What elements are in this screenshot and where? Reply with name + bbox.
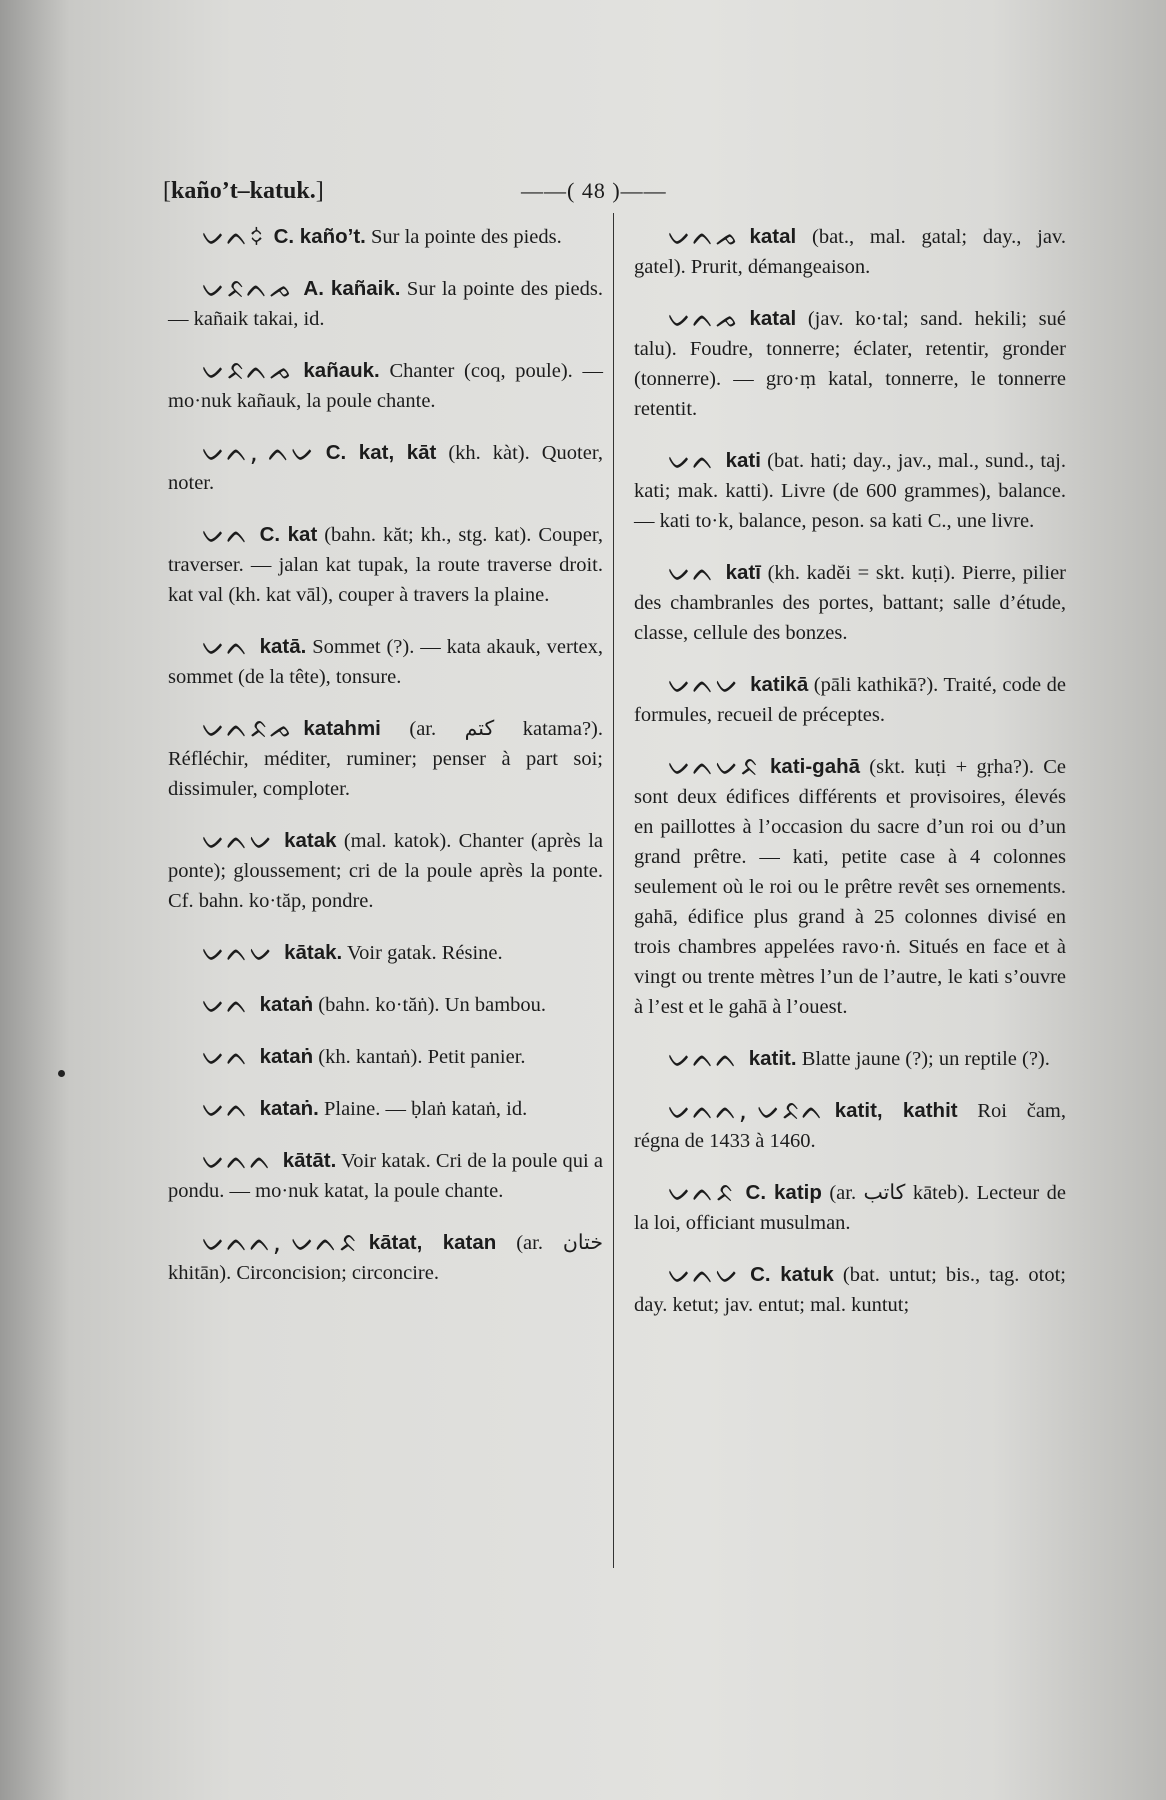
entry-headword: katā.	[259, 635, 307, 658]
entry-headword: kātāt.	[282, 1149, 337, 1172]
cham-script-headword: ᨆᨈ	[202, 990, 250, 1020]
page-header	[163, 178, 1083, 218]
cham-script-headword: ᨆᨈ	[202, 520, 250, 550]
entry-headword: katak	[284, 829, 337, 852]
entry-headword: A. kañaik.	[303, 277, 401, 300]
entry-headword: kātak.	[284, 941, 343, 964]
entry-definition: (bahn. kăt; kh., stg. kat). Couper, traverser. — jalan kat tupak, la route traverse droit. kat val (kh. kat vāl), couper à travers la plaine.	[168, 524, 603, 606]
cham-script-headword: ᨆᨈᨈ	[202, 1146, 273, 1176]
entry-definition: (ar. كتم katama?). Réfléchir, méditer, ruminer; penser à part soi; dissimuler, comploter.	[168, 718, 603, 800]
cham-script-headword: ᨆᨈᨈ, ᨆᨈᨅ	[202, 1228, 359, 1258]
entry-headword: kañauk.	[303, 359, 380, 382]
entry-headword: katī	[725, 561, 761, 584]
dictionary-entry	[634, 1044, 1066, 1074]
entry-headword: kataṅ	[259, 993, 314, 1016]
entry-headword: C. kaño’t.	[273, 225, 366, 248]
entry-headword: C. katuk	[750, 1263, 834, 1286]
cham-script-headword: ᨆᨈ	[202, 1042, 250, 1072]
dictionary-entry	[168, 1228, 603, 1288]
entry-headword: katahmi	[303, 717, 381, 740]
running-head-text: kaño’t–katuk.	[171, 178, 316, 204]
entry-definition: (bat., mal. gatal; day., jav. gatel). Prurit, démangeaison.	[634, 226, 1066, 278]
cham-script-headword: ᨆᨈ, ᨈᨆ	[202, 438, 316, 468]
column-divider	[613, 213, 614, 1568]
cham-script-headword: ᨆᨈᨅ	[668, 1178, 736, 1208]
cham-script-headword: ᨆᨈᨍ	[668, 304, 740, 334]
entry-headword: C. katip	[745, 1181, 822, 1204]
dictionary-entry	[168, 356, 603, 416]
entry-definition: (jav. ko·tal; sand. hekili; sué talu). Foudre, tonnerre; éclater, retentir, gronder (tonnerre). — gro·ṃ katal, tonnerre, le tonnerre retentit.	[634, 308, 1066, 420]
entry-headword: kataṅ.	[259, 1097, 319, 1120]
dictionary-entry	[168, 990, 603, 1020]
cham-script-headword: ᨆᨈᨈ	[668, 1044, 739, 1074]
dictionary-entry	[634, 558, 1066, 648]
entry-definition: (ar. ختان khitān). Circoncision; circoncire.	[168, 1232, 603, 1284]
dictionary-entry	[168, 714, 603, 804]
cham-script-headword: ᨆᨈ	[202, 1094, 250, 1124]
entry-headword: kataṅ	[259, 1045, 314, 1068]
bracket-close: ]	[315, 178, 324, 204]
dictionary-entry	[634, 670, 1066, 730]
left-column	[168, 222, 603, 1310]
entry-headword: katal	[749, 225, 797, 248]
right-column	[634, 222, 1066, 1342]
entry-definition: Chanter (coq, poule). — mo·nuk kañauk, la poule chante.	[168, 360, 603, 412]
dictionary-entry	[634, 1260, 1066, 1320]
running-head	[163, 178, 324, 205]
entry-headword: katit.	[748, 1047, 797, 1070]
cham-script-headword: ᨆᨈᨅᨍ	[202, 714, 294, 744]
entry-definition: Voir gatak. Résine.	[342, 942, 503, 964]
cham-script-headword: ᨆᨈᨆ	[202, 938, 275, 968]
cham-script-headword: ᨆᨅᨈᨍ	[202, 356, 294, 386]
dictionary-entry	[168, 222, 603, 252]
entry-headword: C. kat	[259, 523, 318, 546]
dictionary-entry	[168, 632, 603, 692]
cham-script-headword: ᨆᨈᨍ	[668, 222, 740, 252]
dictionary-entry	[168, 938, 603, 968]
dictionary-entry	[634, 1178, 1066, 1238]
entry-definition: Voir katak. Cri de la poule qui a pondu. — mo·nuk katat, la poule chante.	[168, 1150, 603, 1202]
entry-definition: (bat. untut; bis., tag. otot; day. ketut; jav. entut; mal. kuntut;	[634, 1264, 1067, 1316]
entry-headword: katit, kathit	[834, 1099, 958, 1122]
entry-headword: katikā	[750, 673, 809, 696]
dictionary-entry	[634, 304, 1066, 424]
dictionary-entry	[168, 1094, 603, 1124]
entry-definition: (kh. kàt). Quoter, noter.	[168, 442, 603, 494]
dictionary-entry	[168, 1042, 603, 1072]
cham-script-headword: ᨆᨈᨆᨅ	[668, 752, 761, 782]
dictionary-entry	[634, 446, 1066, 536]
entry-definition: (bahn. ko·tăṅ). Un bambou.	[313, 994, 547, 1016]
entry-definition: Sur la pointe des pieds. — kañaik takai, id.	[168, 278, 603, 330]
cham-script-headword: ᨆᨈ	[668, 446, 716, 476]
stray-mark	[58, 1070, 65, 1077]
cham-script-headword: ᨆᨈ᨟	[202, 222, 264, 252]
cham-script-headword: ᨆᨈ	[202, 632, 250, 662]
entry-definition: (bat. hati; day., jav., mal., sund., taj. kati; mak. katti). Livre (de 600 grammes), balance. — kati to·k, balance, peson. sa kati C., une livre.	[634, 450, 1066, 532]
dictionary-entry	[634, 752, 1066, 1022]
cham-script-headword: ᨆᨈᨆ	[202, 826, 275, 856]
entry-definition: (mal. katok). Chanter (après la ponte); gloussement; cri de la poule après la ponte. Cf. bahn. ko·tăp, pondre.	[168, 830, 603, 912]
entry-headword: kātat, katan	[368, 1231, 497, 1254]
entry-definition: Plaine. — ḅlaṅ kataṅ, id.	[318, 1098, 528, 1120]
entry-definition: Blatte jaune (?); un reptile (?).	[796, 1048, 1050, 1070]
page-number: ——( 48 )——	[521, 178, 667, 203]
entry-definition: (ar. كاتب kāteb). Lecteur de la loi, officiant musulman.	[634, 1182, 1066, 1234]
entry-definition: (pāli kathikā?). Traité, code de formules, recueil de préceptes.	[634, 674, 1066, 726]
dictionary-entry	[168, 1146, 603, 1206]
entry-headword: kati	[725, 449, 761, 472]
cham-script-headword: ᨆᨅᨈᨍ	[202, 274, 294, 304]
bracket-open: [	[163, 178, 171, 204]
entry-definition: Roi čam, régna de 1433 à 1460.	[634, 1100, 1067, 1152]
cham-script-headword: ᨆᨈ	[668, 558, 716, 588]
entry-headword: C. kat, kāt	[325, 441, 437, 464]
dictionary-entry	[634, 222, 1066, 282]
entry-definition: (kh. kantaṅ). Petit panier.	[313, 1046, 526, 1068]
dictionary-entry	[168, 438, 603, 498]
dictionary-entry	[634, 1096, 1066, 1156]
entry-definition: Sommet (?). — kata akauk, vertex, sommet (de la tête), tonsure.	[168, 636, 603, 688]
entry-definition: Sur la pointe des pieds.	[365, 226, 562, 248]
cham-script-headword: ᨆᨈᨆ	[668, 670, 741, 700]
entry-definition: (kh. kadĕi = skt. kuṭi). Pierre, pilier des chambranles des portes, battant; salle d’étude, classe, cellule des bonzes.	[634, 562, 1066, 644]
cham-script-headword: ᨆᨈᨈ, ᨆᨅᨈ	[668, 1096, 825, 1126]
dictionary-entry	[168, 826, 603, 916]
entry-headword: katal	[749, 307, 797, 330]
cham-script-headword: ᨆᨈᨆ	[668, 1260, 741, 1290]
dictionary-entry	[168, 520, 603, 610]
dictionary-entry	[168, 274, 603, 334]
entry-definition: (skt. kuṭi + gṛha?). Ce sont deux édifices différents et provisoires, élevés en paillottes à l’occasion du sacre d’un roi ou d’un grand prêtre. — kati, petite case à 4 colonnes seulement où le roi ou le prêtre revêt ses ornements. gahā, édifice plus grand à 25 colonnes divisé en trois chambres appelées ravo·ṅ. Situés en face et à vingt ou trente mètres l’un de l’autre, le kati s’ouvre à l’est et le gahā à l’ouest.	[634, 756, 1066, 1018]
entry-headword: kati-gahā	[770, 755, 861, 778]
